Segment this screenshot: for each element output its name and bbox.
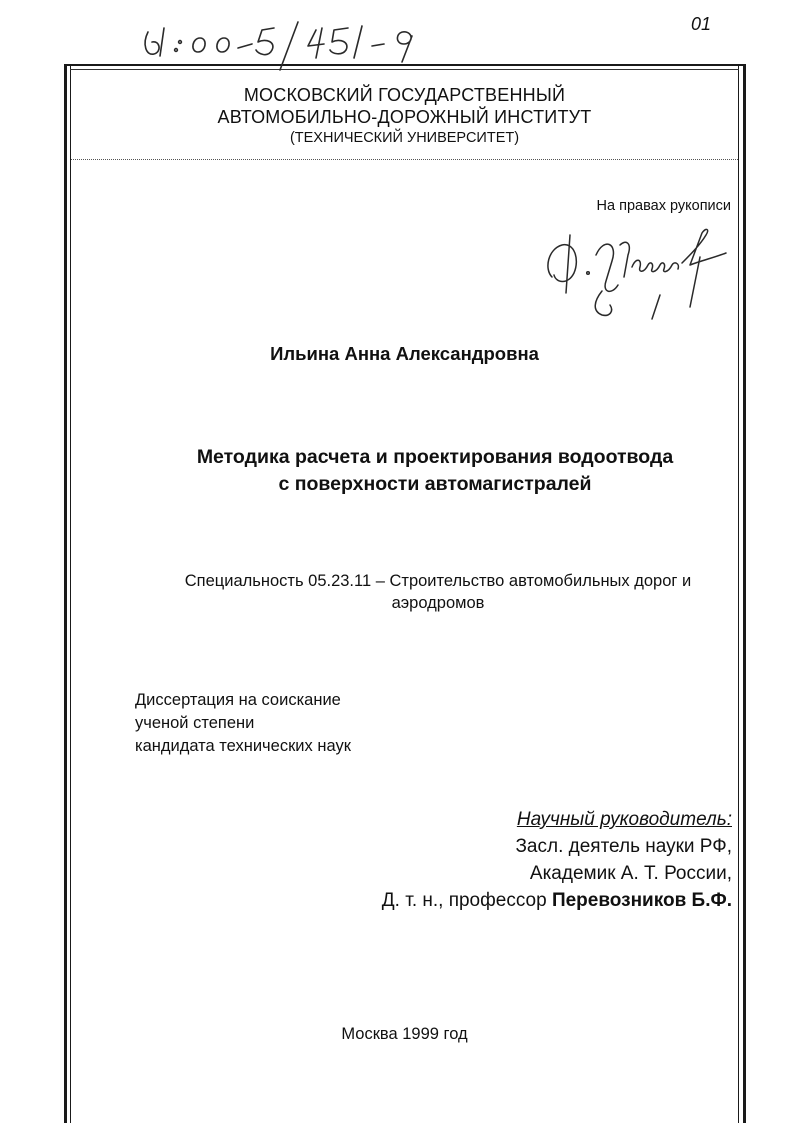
- institute-name-line: МОСКОВСКИЙ ГОСУДАРСТВЕННЫЙ: [243, 85, 566, 105]
- supervisor-name-line: [382, 887, 732, 914]
- supervisor-title-line: Засл. деятель науки РФ,: [515, 836, 732, 857]
- degree-line: ученой степени: [135, 714, 255, 732]
- dissertation-degree: [135, 689, 351, 758]
- specialty-line: аэродромов: [391, 594, 485, 612]
- institute-subtitle: (ТЕХНИЧЕСКИЙ УНИВЕРСИТЕТ): [289, 130, 520, 146]
- degree-line: Диссертация на соискание: [135, 691, 341, 709]
- supervisor-name: Перевозников Б.Ф.: [551, 890, 732, 911]
- institute-name-line: АВТОМОБИЛЬНО-ДОРОЖНЫЙ ИНСТИТУТ: [217, 107, 592, 127]
- degree-line: кандидата технических наук: [135, 737, 351, 755]
- supervisor-degree: Д. т. н., профессор: [381, 890, 552, 911]
- signature: [540, 215, 740, 325]
- institute-header: [71, 84, 738, 148]
- rights-note: На правах рукописи: [596, 198, 731, 214]
- header-divider: [71, 159, 738, 160]
- supervisor-heading: Научный руководитель:: [516, 809, 732, 830]
- dissertation-title: [90, 444, 780, 498]
- title-line: с поверхности автомагистралей: [278, 473, 592, 495]
- handwritten-catalogue-number: [140, 14, 500, 74]
- frame-outer-left-border: [64, 64, 67, 1123]
- frame-inner-left-border: [70, 64, 71, 1123]
- author-name: Ильина Анна Александровна: [270, 343, 539, 364]
- city-year: Москва 1999 год: [341, 1025, 468, 1043]
- title-line: Методика расчета и проектирования водоотвода: [196, 446, 674, 468]
- specialty-line: Специальность 05.23.11 – Строительство автомобильных дорог и: [184, 572, 692, 590]
- supervisor-block: [382, 806, 732, 914]
- page-number: 01: [691, 14, 712, 34]
- supervisor-title-line: Академик А. Т. России,: [529, 863, 732, 884]
- specialty: [118, 570, 758, 614]
